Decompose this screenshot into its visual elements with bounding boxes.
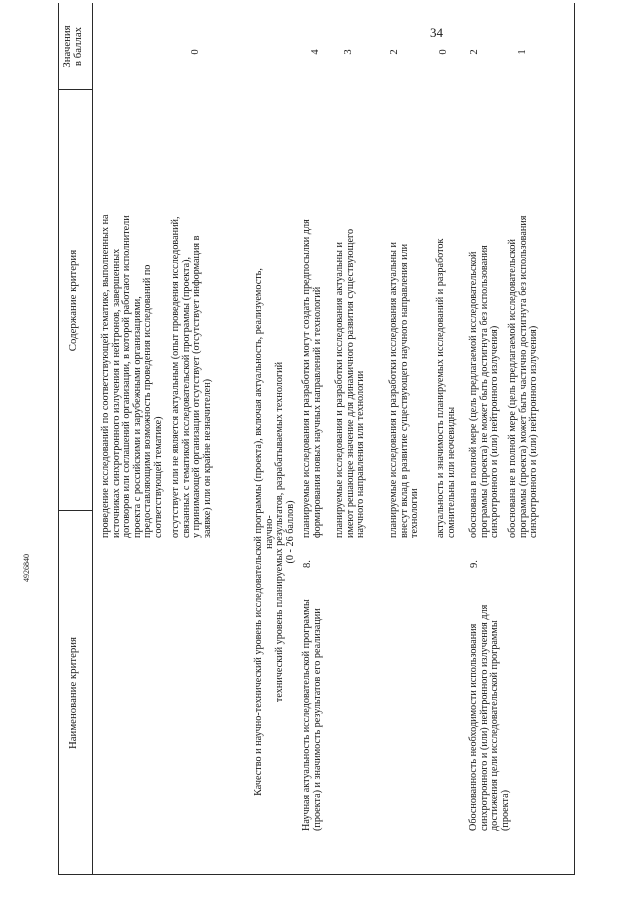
document-code: 4926840 xyxy=(22,554,31,582)
criterion-value: 2 xyxy=(469,49,480,55)
table-line-bottom xyxy=(574,3,575,875)
continued-row-text: отсутствует или не является актуальным (опыт проведения исследований, связанных с тематикой исследовательской программы (проекта), у принимающей организации отсутствует (отсутствует информация в заявке) или он крайне незначителен) xyxy=(170,216,213,538)
criterion-item-text: планируемые исследования и разработки исследования актуальны и имеют решающее значение для динамичного развития существующего научного направления или технологии xyxy=(334,228,367,538)
criterion-value: 0 xyxy=(190,49,201,55)
criterion-value: 1 xyxy=(517,49,528,55)
criterion-value: 2 xyxy=(389,49,400,55)
criterion-item-text: обоснована в полной мере (цель предлагаемой исследовательской программы (проекта) не может быть достигнута без использования синхротронного и (или) нейтронного излучения) xyxy=(468,245,501,538)
criterion-value: 3 xyxy=(343,49,354,55)
table-line-left xyxy=(58,874,574,875)
criterion-number: 9. xyxy=(469,560,480,568)
criterion-name: Научная актуальность исследовательской программы (проекта) и значимость результатов его реализации xyxy=(301,599,323,831)
table-line-top xyxy=(58,3,59,875)
continued-row-text: проведение исследований по соответствующей тематике, выполненных на источниках синхротронного излучения и нейтронов, завершенных договоров или соглашений организации, в которой работают исполнители проекта с российскими и зарубежными организациями, предоставляющими возможность проведения исследований по соответствующей тематике) xyxy=(100,214,164,538)
criterion-value: 4 xyxy=(310,49,321,55)
section-heading: Качество и научно-технический уровень исследовательской программы (проекта), включая актуальность, реализуемость, научно- технический уровень планируемых результатов, разрабатываемых технологий (0 - 26 баллов) xyxy=(253,268,296,796)
header-criterion-name: Наименование критерия xyxy=(67,636,79,750)
criterion-item-text: актуальность и значимость планируемых исследований и разработок сомнительны или неочевидны xyxy=(435,238,457,538)
table-line-header xyxy=(92,3,93,875)
criterion-name: Обоснованность необходимости использования синхротронного и (или) нейтронного излучения для достижения цели исследовательской программы (проекта) xyxy=(468,604,511,831)
criterion-value: 0 xyxy=(438,49,449,55)
header-criterion-content: Содержание критерия xyxy=(67,249,79,352)
criterion-item-text: планируемые исследования и разработки исследования актуальны и внесут вклад в развитие существующего научного направления или технологии xyxy=(388,242,421,538)
criterion-number: 8. xyxy=(302,560,313,568)
header-values: Значения в баллах xyxy=(61,25,84,68)
criterion-item-text: обоснована не в полной мере (цель предлагаемой исследовательской программы (проекта) может быть частично достигнута без использования синхротронного и (или) нейтронного излучения) xyxy=(507,215,540,538)
page-number: 34 xyxy=(430,25,443,40)
criterion-item-text: планируемые исследования и разработки могут создать предпосылки для формирования новых научных направлений и технологий xyxy=(301,219,323,538)
